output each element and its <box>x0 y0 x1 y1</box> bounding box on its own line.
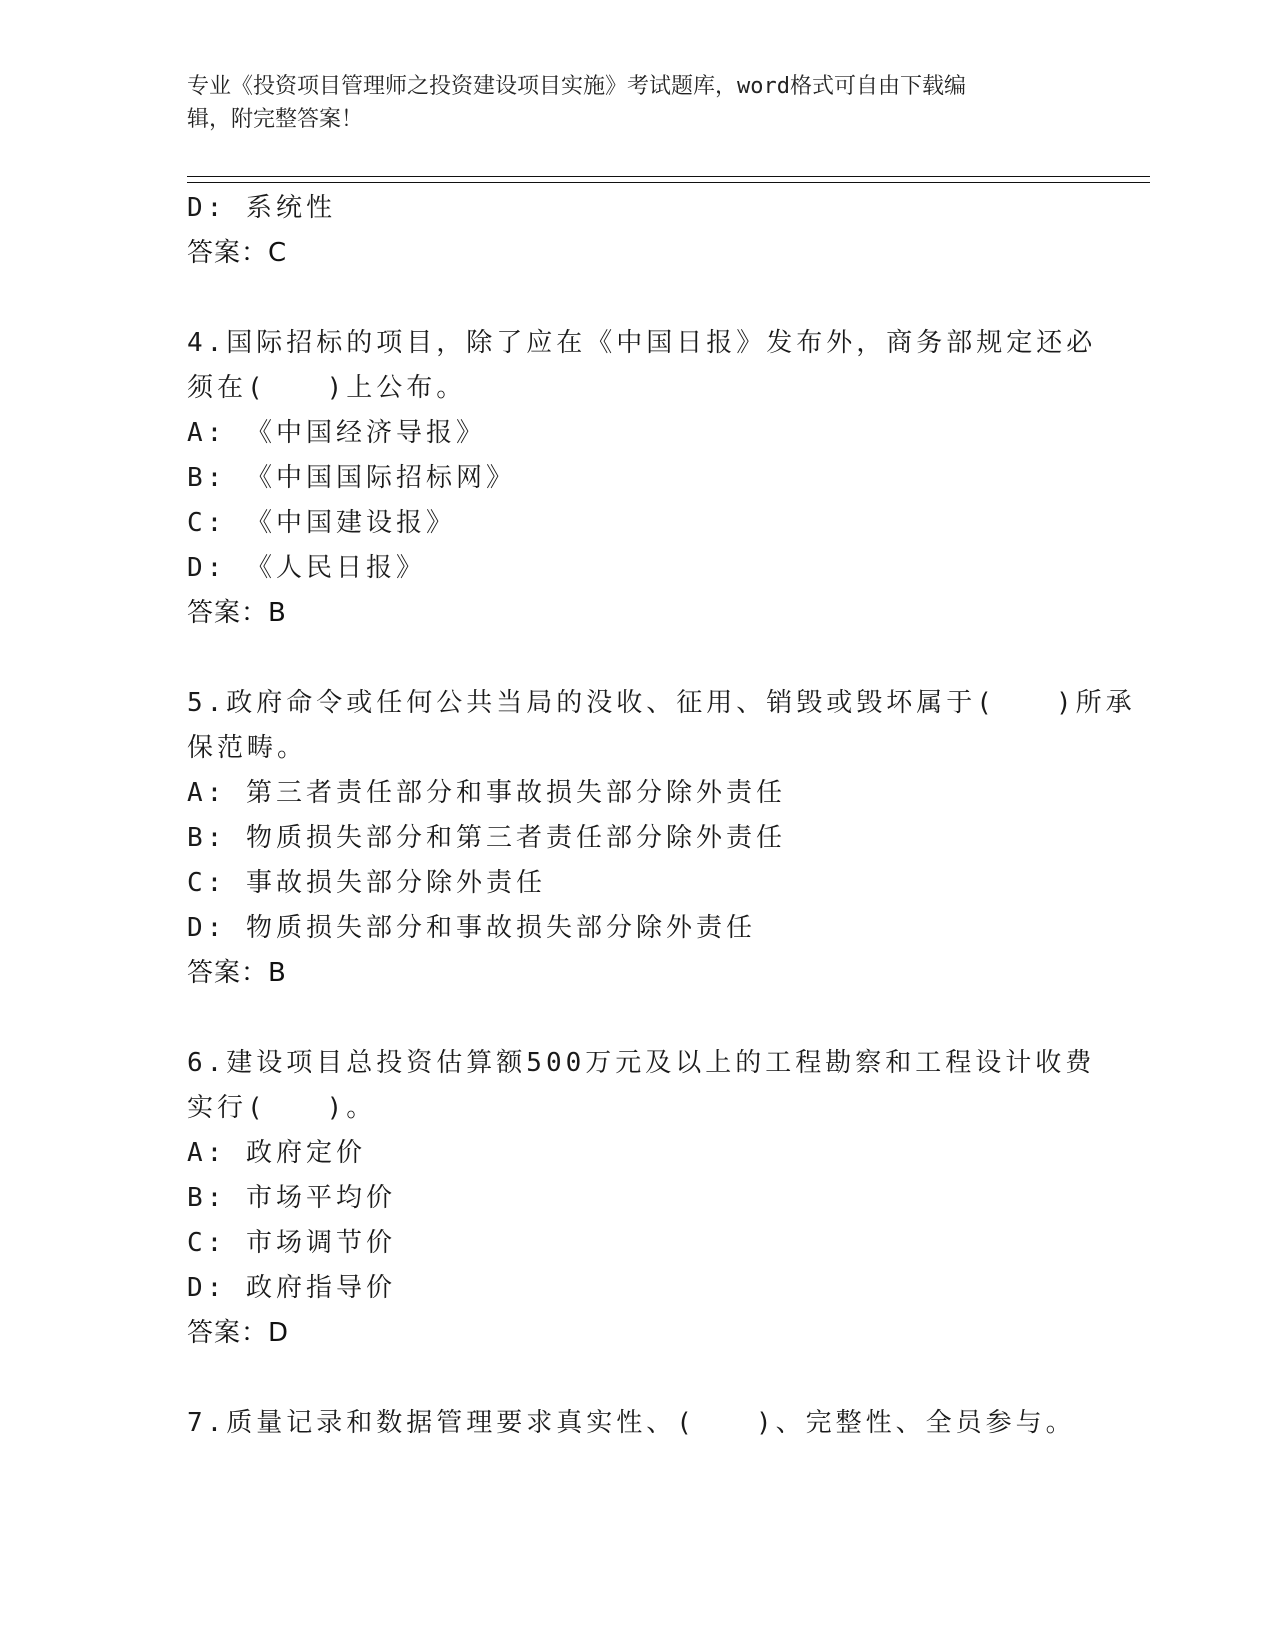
page-header <box>187 70 1077 136</box>
q5-stem-line-2: 保范畴。 <box>187 733 308 763</box>
q7-stem-line-1: 7.质量记录和数据管理要求真实性、( )、完整性、全员参与。 <box>187 1408 1076 1438</box>
q6-answer: 答案：D <box>187 1318 290 1348</box>
q5-answer: 答案：B <box>187 958 287 988</box>
prev-option-d: D: 系统性 <box>187 193 336 223</box>
q6-option-d: D: 政府指导价 <box>187 1273 396 1303</box>
header-divider-top <box>187 176 1150 177</box>
prev-answer: 答案：C <box>187 238 288 268</box>
header-line-2: 辑，附完整答案！ <box>187 107 364 132</box>
q6-option-c: C: 市场调节价 <box>187 1228 396 1258</box>
q4-option-c: C: 《中国建设报》 <box>187 508 456 538</box>
q4-option-a: A: 《中国经济导报》 <box>187 418 486 448</box>
q4-stem-line-2: 须在( )上公布。 <box>187 373 467 403</box>
q6-option-a: A: 政府定价 <box>187 1138 366 1168</box>
q5-stem-line-1: 5.政府命令或任何公共当局的没收、征用、销毁或毁坏属于( )所承 <box>187 688 1136 718</box>
q4-option-b: B: 《中国国际招标网》 <box>187 463 516 493</box>
q5-option-b: B: 物质损失部分和第三者责任部分除外责任 <box>187 823 786 853</box>
q6-stem-line-2: 实行( )。 <box>187 1093 377 1123</box>
q5-option-c: C: 事故损失部分除外责任 <box>187 868 546 898</box>
q4-answer: 答案：B <box>187 598 287 628</box>
q6-option-b: B: 市场平均价 <box>187 1183 396 1213</box>
q5-option-a: A: 第三者责任部分和事故损失部分除外责任 <box>187 778 786 808</box>
q6-stem-line-1: 6.建设项目总投资估算额500万元及以上的工程勘察和工程设计收费 <box>187 1048 1096 1078</box>
q5-option-d: D: 物质损失部分和事故损失部分除外责任 <box>187 913 756 943</box>
header-line-1: 专业《投资项目管理师之投资建设项目实施》考试题库，word格式可自由下载编 <box>187 74 966 99</box>
q4-option-d: D: 《人民日报》 <box>187 553 426 583</box>
header-divider-bottom <box>187 182 1150 183</box>
q4-stem-line-1: 4.国际招标的项目，除了应在《中国日报》发布外，商务部规定还必 <box>187 328 1097 358</box>
